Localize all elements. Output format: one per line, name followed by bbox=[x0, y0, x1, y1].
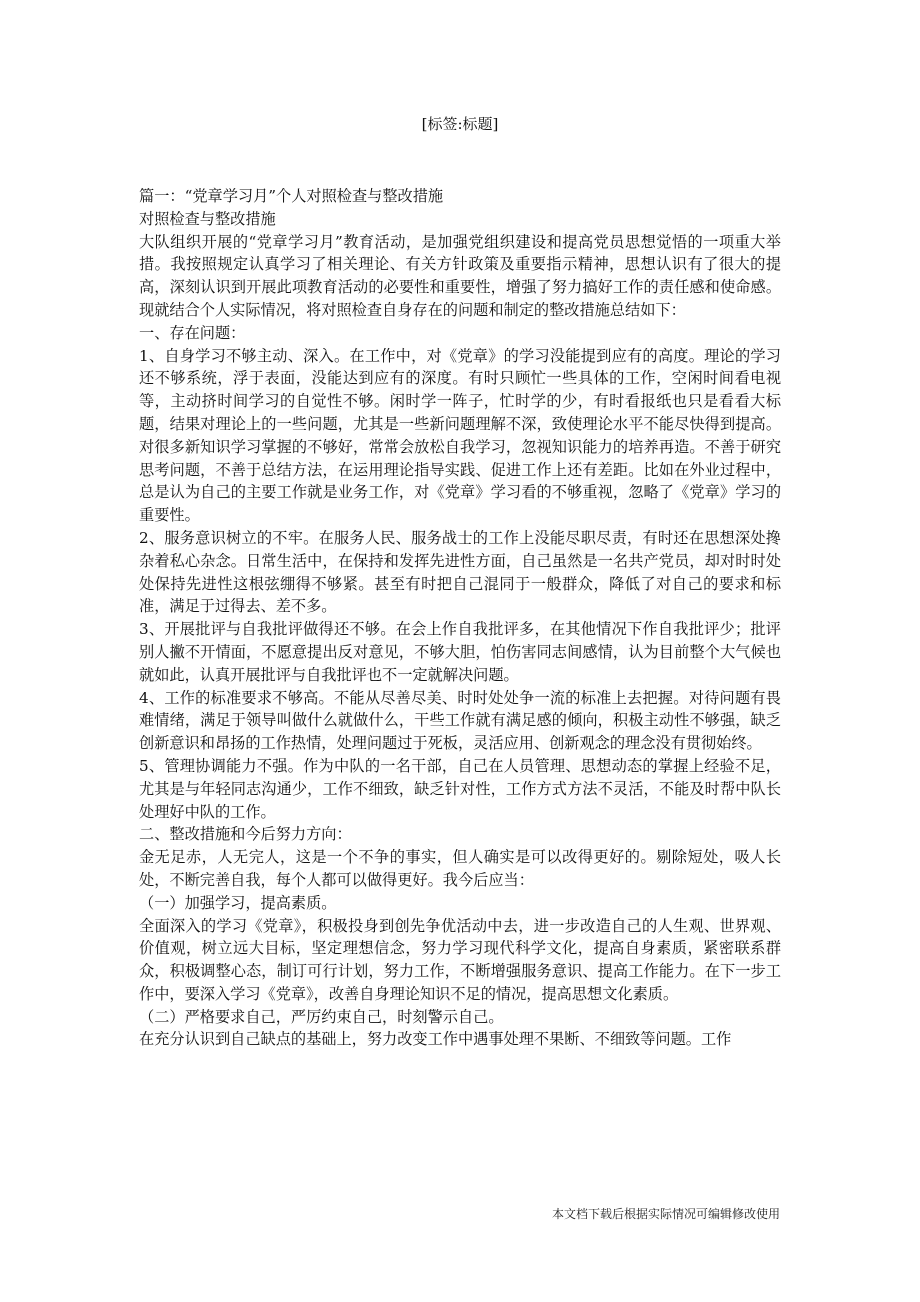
document-body bbox=[139, 185, 781, 1051]
paragraph: 2、服务意识树立的不牢。在服务人民、服务战士的工作上没能尽职尽责，有时还在思想深处搀杂着私心杂念。日常生活中，在保持和发挥先进性方面，自己虽然是一名共产党员，却对时时处处保持先进性这根弦绷得不够紧。甚至有时把自己混同于一般群众，降低了对自己的要求和标准，满足于过得去、差不多。 bbox=[139, 528, 781, 616]
paragraph: 3、开展批评与自我批评做得还不够。在会上作自我批评多，在其他情况下作自我批评少；批评别人撇不开情面，不愿意提出反对意见，不够大胆，怕伤害同志间感情，认为目前整个大气候也就如此，认真开展批评与自我批评也不一定就解决问题。 bbox=[139, 620, 781, 684]
paragraph: 全面深入的学习《党章》，积极投身到创先争优活动中去，进一步改造自己的人生观、世界观、价值观，树立远大目标，坚定理想信念，努力学习现代科学文化，提高自身素质，紧密联系群众，积极调整心态，制订可行计划，努力工作，不断增强服务意识、提高工作能力。在下一步工作中，要深入学习《党章》，改善自身理论知识不足的情况，提高思想文化素质。 bbox=[139, 916, 781, 1003]
footer-note: 本文档下载后根据实际情况可编辑修改使用 bbox=[551, 1207, 780, 1221]
subheading: 对照检查与整改措施 bbox=[139, 209, 276, 228]
section-heading: 篇一：“党章学习月”个人对照检查与整改措施 bbox=[139, 187, 444, 205]
subheading: （一）加强学习，提高素质。 bbox=[139, 893, 337, 912]
paragraph: 1、自身学习不够主动、深入。在工作中，对《党章》的学习没能提到应有的高度。理论的学习还不够系统，浮于表面，没能达到应有的深度。有时只顾忙一些具体的工作，空闲时间看电视等，主动挤时间学习的自觉性不够。闲时学一阵子，忙时学的少，有时看报纸也只是看看大标题，结果对理论上的一些问题，尤其是一些新问题理解不深，致使理论水平不能尽快得到提高。对很多新知识学习掌握的不够好，常常会放松自我学习，忽视知识能力的培养再造。不善于研究思考问题，不善于总结方法，在运用理论指导实践、促进工作上还有差距。比如在外业过程中，总是认为自己的主要工作就是业务工作，对《党章》学习看的不够重视，忽略了《党章》学习的重要性。 bbox=[139, 346, 781, 525]
paragraph: 4、工作的标准要求不够高。不能从尽善尽美、时时处处争一流的标准上去把握。对待问题有畏难情绪，满足于领导叫做什么就做什么，干些工作就有满足感的倾向，积极主动性不够强，缺乏创新意识和昂扬的工作热情，处理问题过于死板，灵活应用、创新观念的理念没有贯彻始终。 bbox=[139, 688, 781, 753]
paragraph: 5、管理协调能力不强。作为中队的一名干部，自己在人员管理、思想动态的掌握上经验不足，尤其是与年轻同志沟通少，工作不细致，缺乏针对性，工作方式方法不灵活，不能及时帮中队长处理好中队的工作。 bbox=[139, 756, 781, 821]
tag-title: [标签:标题] bbox=[421, 115, 499, 133]
section-heading: 二、整改措施和今后努力方向： bbox=[139, 825, 352, 844]
subheading: （二）严格要求自己，严厉约束自己，时刻警示自己。 bbox=[139, 1007, 504, 1026]
paragraph: 在充分认识到自己缺点的基础上，努力改变工作中遇事处理不果断、不细致等问题。工作 bbox=[139, 1030, 732, 1049]
paragraph: 大队组织开展的“党章学习月”教育活动，是加强党组织建设和提高党员思想觉悟的一项重大举措。我按照规定认真学习了相关理论、有关方针政策及重要指示精神，思想认识有了很大的提高，深刻认识到开展此项教育活动的必要性和重要性，增强了努力搞好工作的责任感和使命感。现就结合个人实际情况，将对照检查自身存在的问题和制定的整改措施总结如下： bbox=[139, 232, 781, 319]
paragraph: 金无足赤，人无完人，这是一个不争的事实，但人确实是可以改得更好的。剔除短处，吸人长处，不断完善自我，每个人都可以做得更好。我今后应当： bbox=[139, 848, 781, 889]
section-heading: 一、存在问题： bbox=[139, 323, 246, 342]
